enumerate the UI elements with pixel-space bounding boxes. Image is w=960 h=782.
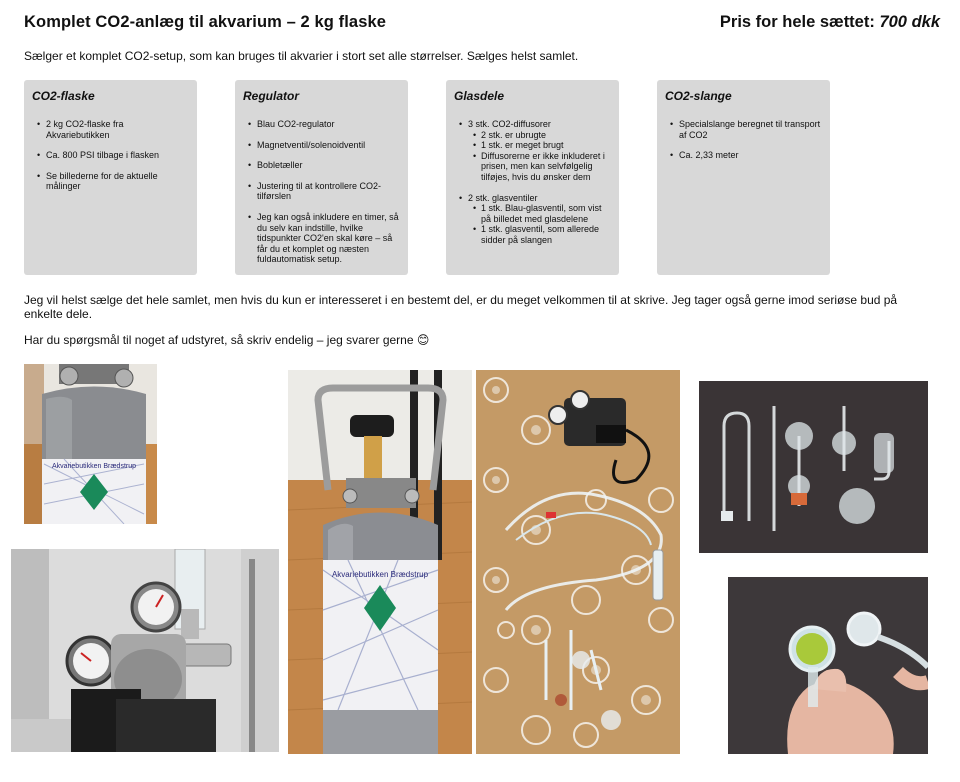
card-title: CO2-slange <box>665 89 732 103</box>
sub-list-item: • 2 stk. er ubrugte <box>481 130 611 141</box>
price-amount: 700 dkk <box>879 13 940 31</box>
body-paragraph: Jeg vil helst sælge det hele samlet, men hvis du kun er interesseret i en bestemt del, er du meget velkommen til at skrive. Jeg tager også gerne imod seriøse bud på enkelte dele. <box>24 293 898 321</box>
list-item: • Magnetventil/solenoidventil <box>257 140 400 151</box>
photo-full-bottle <box>288 370 472 754</box>
photo-bottle-closeup <box>24 364 157 524</box>
photo-parts-on-tablecloth <box>476 370 680 754</box>
page-title: Komplet CO2-anlæg til akvarium – 2 kg flaske <box>24 13 387 31</box>
list-item: • Justering til at kontrollere CO2-tilførslen <box>257 181 400 202</box>
photo-regulator <box>11 549 279 752</box>
card-title: Glasdele <box>454 89 505 103</box>
card-title: Regulator <box>243 89 300 103</box>
list-item-label: 3 stk. CO2-diffusorer <box>468 119 551 129</box>
card-co2-bottle <box>24 80 197 275</box>
list-item: • Specialslange beregnet til transport af CO2 <box>679 119 822 140</box>
list-item-label: 2 stk. glasventiler <box>468 192 538 203</box>
sub-list-item: • Diffusorerne er ikke inkluderet i prisen, men kan selvfølgelig tilføjes, hvis du ønsker dem <box>481 151 611 183</box>
card-co2-hose <box>657 80 830 275</box>
price <box>720 13 940 32</box>
list-item: • Blau CO2-regulator <box>257 119 400 130</box>
photo-diffuser-in-hand <box>728 577 928 754</box>
card-glass-parts <box>446 80 619 275</box>
list-item: • 2 kg CO2-flaske fra Akvariebutikken <box>46 119 189 140</box>
list-item: • Bobletæller <box>257 160 400 171</box>
list-item <box>468 119 611 183</box>
sub-list-item: • 1 stk. Blau-glasventil, som vist på billedet med glasdelene <box>481 203 611 224</box>
list-item: • Ca. 2,33 meter <box>679 150 822 161</box>
sub-list-item: • 1 stk. er meget brugt <box>481 140 611 151</box>
card-title: CO2-flaske <box>32 89 95 103</box>
list-item: • Ca. 800 PSI tilbage i flasken <box>46 150 189 161</box>
card-regulator <box>235 80 408 275</box>
price-label: Pris for hele sættet: <box>719 13 875 31</box>
intro-text: Sælger et komplet CO2-setup, som kan bruges til akvarier i stort set alle størrelser. Sælges helst samlet. <box>24 49 579 63</box>
photo-glass-diffusers <box>699 381 928 553</box>
body-paragraph: Har du spørgsmål til noget af udstyret, så skriv endelig – jeg svarer gerne 😊 <box>24 333 430 347</box>
list-item: • Jeg kan også inkludere en timer, så du selv kan indstille, hvilke tidspunkter CO2'en skal køre – så får du et komplet og næsten fuldautomatisk setup. <box>257 212 400 265</box>
list-item <box>468 193 611 246</box>
list-item: • Se billederne for de aktuelle målinger <box>46 171 189 192</box>
bottle-label: Akvariebutikken Brædstrup <box>51 463 137 470</box>
bottle-label: Akvariebutikken Brædstrup <box>331 570 429 579</box>
sub-list-item: • 1 stk. glasventil, som allerede sidder på slangen <box>481 224 611 245</box>
